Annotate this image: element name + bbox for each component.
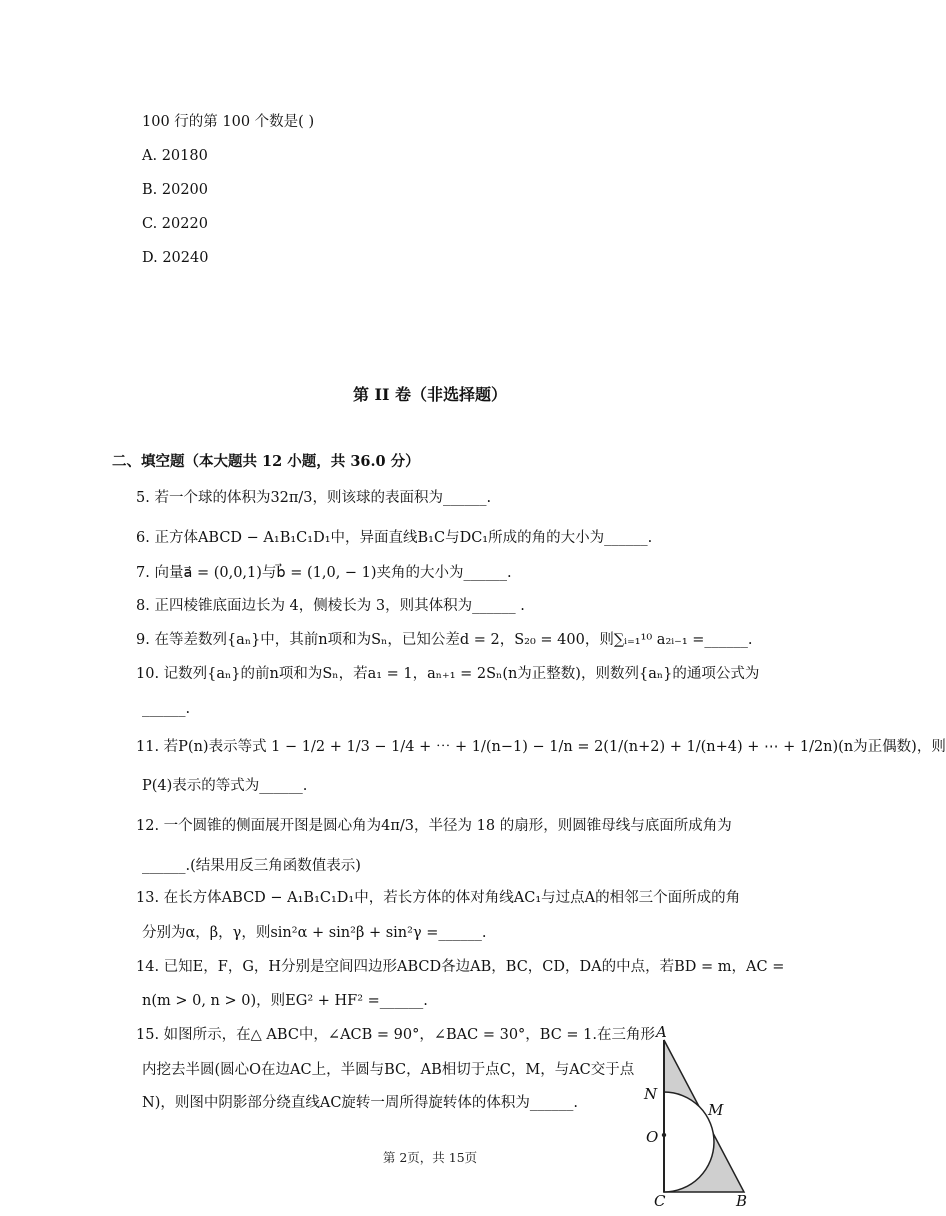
q4-tail: 100 行的第 100 个数是( ): [142, 114, 315, 130]
question-5: 5. 若一个球的体积为32π/3，则该球的表面积为______.: [136, 490, 492, 506]
label-m: M: [708, 1101, 724, 1119]
label-n: N: [644, 1085, 658, 1103]
label-b: B: [736, 1192, 748, 1210]
option-a: A. 20180: [142, 148, 208, 164]
option-d: D. 20240: [142, 250, 209, 266]
part-title: 第 II 卷（非选择题）: [352, 385, 508, 404]
question-15: 15. 如图所示，在△ ABC中，∠ACB = 90°，∠BAC = 30°，BC = 1.在三角形: [136, 1027, 656, 1043]
question-10-cont: ______.: [142, 701, 191, 717]
label-o: O: [646, 1128, 659, 1146]
page-footer: 第 2页，共 15页: [382, 1150, 478, 1165]
question-14: 14. 已知E，F，G，H分别是空间四边形ABCD各边AB，BC，CD，DA的中点，若BD = m，AC =: [136, 959, 785, 975]
question-9: 9. 在等差数列{aₙ}中，其前n项和为Sₙ，已知公差d = 2，S₂₀ = 400，则∑ᵢ₌₁¹⁰ a₂ᵢ₋₁ =______.: [136, 632, 753, 648]
center-point-o: [662, 1133, 666, 1137]
triangle-semicircle-figure: [640, 1022, 760, 1208]
question-13-cont: 分别为α，β，γ，则sin²α + sin²β + sin²γ =______.: [142, 925, 487, 941]
question-14-cont: n(m > 0, n > 0)，则EG² + HF² =______.: [142, 993, 428, 1009]
question-15-cont1: 内挖去半圆(圆心O在边AC上，半圆与BC，AB相切于点C，M，与AC交于点: [142, 1062, 635, 1078]
question-7: 7. 向量a⃗ = (0,0,1)与b⃗ = (1,0, − 1)夹角的大小为______.: [136, 565, 512, 581]
label-c: C: [654, 1192, 666, 1210]
question-11-cont: P(4)表示的等式为______.: [142, 778, 308, 794]
question-12: 12. 一个圆锥的侧面展开图是圆心角为4π/3，半径为 18 的扇形，则圆锥母线与底面所成角为: [136, 818, 732, 834]
question-8: 8. 正四棱锥底面边长为 4，侧棱长为 3，则其体积为______ .: [136, 598, 525, 614]
section-heading: 二、填空题（本大题共 12 小题，共 36.0 分）: [112, 453, 420, 470]
label-a: A: [656, 1023, 667, 1041]
question-13: 13. 在长方体ABCD − A₁B₁C₁D₁中，若长方体的体对角线AC₁与过点A的相邻三个面所成的角: [136, 890, 741, 906]
question-10: 10. 记数列{aₙ}的前n项和为Sₙ，若a₁ = 1，aₙ₊₁ = 2Sₙ(n为正整数)，则数列{aₙ}的通项公式为: [136, 666, 760, 682]
option-c: C. 20220: [142, 216, 208, 232]
question-12-cont: ______.(结果用反三角函数值表示): [142, 858, 361, 874]
question-11: 11. 若P(n)表示等式 1 − 1/2 + 1/3 − 1/4 + ⋯ + 1/(n−1) − 1/n = 2(1/(n+2) + 1/(n+4) + ⋯ + 1/2n)(n为正偶数)，则: [136, 739, 946, 755]
question-6: 6. 正方体ABCD − A₁B₁C₁D₁中，异面直线B₁C与DC₁所成的角的大小为______.: [136, 530, 653, 546]
question-15-cont2: N)，则图中阴影部分绕直线AC旋转一周所得旋转体的体积为______.: [142, 1095, 579, 1111]
option-b: B. 20200: [142, 182, 209, 198]
